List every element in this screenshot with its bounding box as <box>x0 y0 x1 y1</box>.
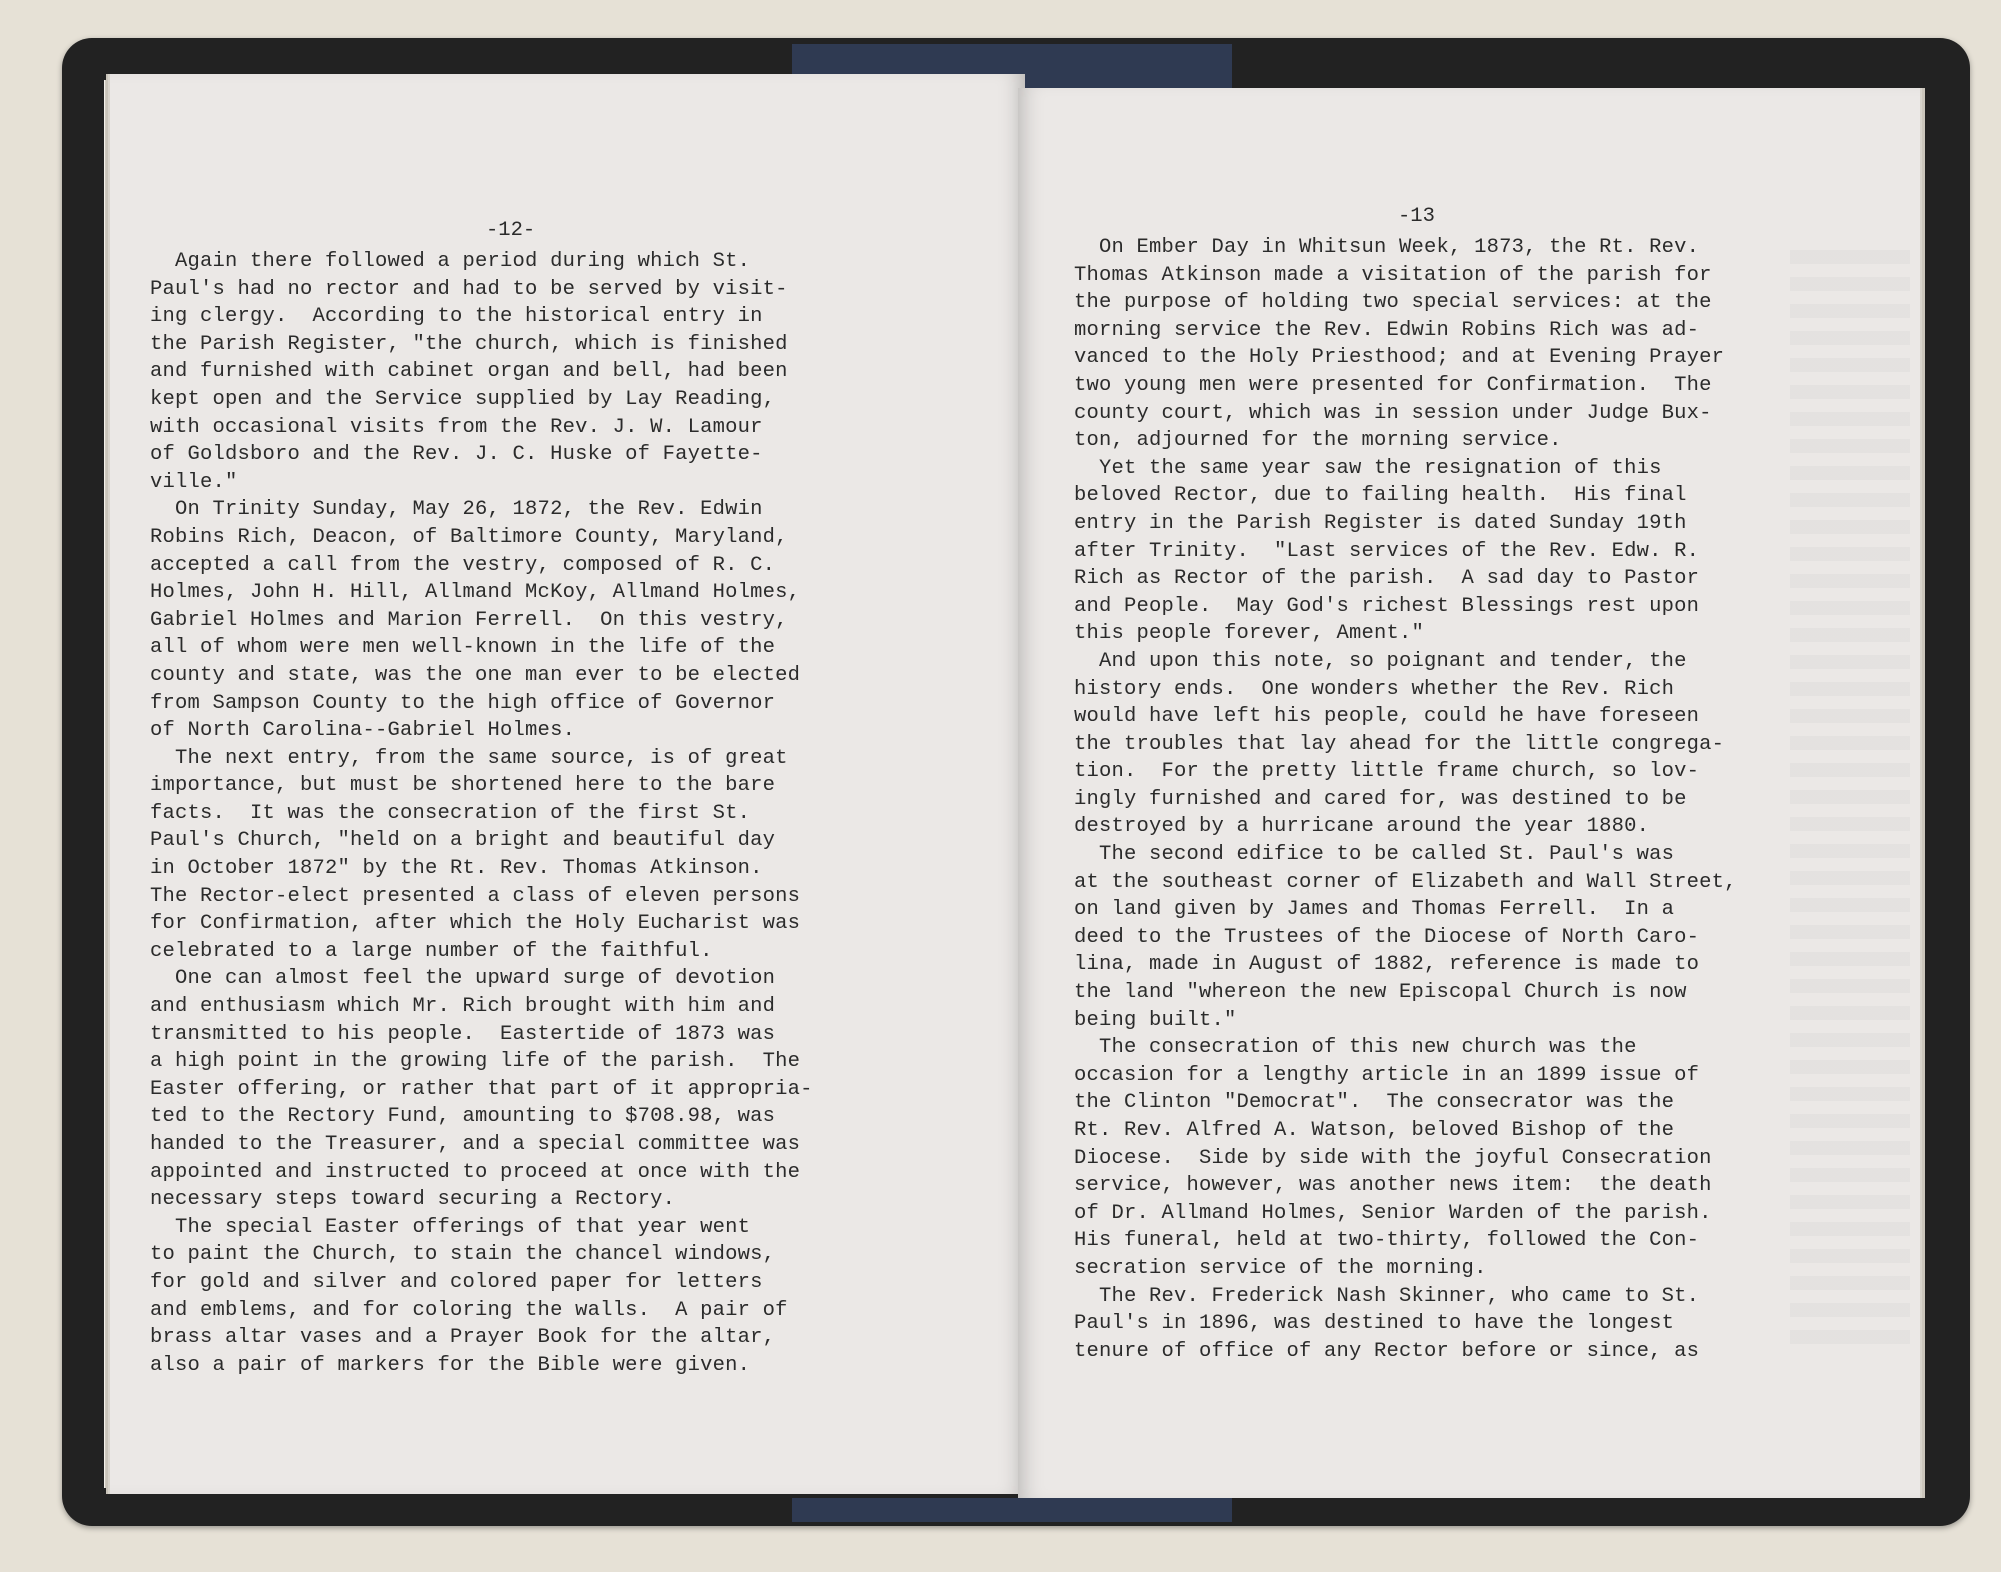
text-line: Paul's had no rector and had to be served by visit- <box>150 277 788 301</box>
text-line: deed to the Trustees of the Diocese of North Caro- <box>1074 925 1700 949</box>
text-line: being built." <box>1074 1008 1237 1032</box>
text-line: also a pair of markers for the Bible were given. <box>150 1353 751 1377</box>
text-line: On Trinity Sunday, May 26, 1872, the Rev. Edwin <box>150 498 763 522</box>
text-line: His funeral, held at two-thirty, followed the Con- <box>1074 1229 1700 1253</box>
text-line: at the southeast corner of Elizabeth and Wall Street, <box>1074 870 1737 894</box>
text-line: this people forever, Ament." <box>1074 622 1425 646</box>
text-line: And upon this note, so poignant and tender, the <box>1074 649 1687 673</box>
text-line: to paint the Church, to stain the chancel windows, <box>150 1243 776 1267</box>
text-line: morning service the Rev. Edwin Robins Rich was ad- <box>1074 318 1700 342</box>
text-line: ingly furnished and cared for, was destined to be <box>1074 787 1687 811</box>
text-line: entry in the Parish Register is dated Sunday 19th <box>1074 511 1687 535</box>
text-line: celebrated to a large number of the faithful. <box>150 939 713 963</box>
text-line: a high point in the growing life of the parish. The <box>150 1050 801 1074</box>
text-line: The next entry, from the same source, is of great <box>150 746 788 770</box>
text-line: ville." <box>150 470 238 494</box>
text-line: The consecration of this new church was the <box>1074 1036 1637 1060</box>
text-line: Holmes, John H. Hill, Allmand McKoy, Allmand Holmes, <box>150 581 801 605</box>
text-line: One can almost feel the upward surge of devotion <box>150 967 776 991</box>
text-line: with occasional visits from the Rev. J. W. Lamour <box>150 415 763 439</box>
text-line: county and state, was the one man ever to be elected <box>150 663 801 687</box>
text-line: two young men were presented for Confirmation. The <box>1074 373 1712 397</box>
text-line: of Goldsboro and the Rev. J. C. Huske of Fayette- <box>150 443 763 467</box>
text-line: tenure of office of any Rector before or since, as <box>1074 1339 1700 1363</box>
left-page-number: -12- <box>486 219 536 242</box>
text-line: and emblems, and for coloring the walls. A pair of <box>150 1298 788 1322</box>
text-line: facts. It was the consecration of the first St. <box>150 801 751 825</box>
text-line: of Dr. Allmand Holmes, Senior Warden of the parish. <box>1074 1201 1712 1225</box>
text-line: destroyed by a hurricane around the year 1880. <box>1074 815 1650 839</box>
text-line: Rich as Rector of the parish. A sad day to Pastor <box>1074 567 1700 591</box>
text-line: Again there followed a period during which St. <box>150 250 751 273</box>
text-line: for Confirmation, after which the Holy Eucharist was <box>150 912 801 936</box>
left-page-body <box>150 248 813 1379</box>
text-line: Thomas Atkinson made a visitation of the parish for <box>1074 263 1712 287</box>
text-line: the Clinton "Democrat". The consecrator was the <box>1074 1091 1675 1115</box>
text-line: would have left his people, could he have foreseen <box>1074 705 1700 729</box>
text-line: all of whom were men well-known in the life of the <box>150 636 776 660</box>
text-line: brass altar vases and a Prayer Book for the altar, <box>150 1326 776 1350</box>
text-line: of North Carolina--Gabriel Holmes. <box>150 719 576 743</box>
spine-binding-bottom <box>792 1498 1232 1522</box>
text-line: county court, which was in session under Judge Bux- <box>1074 401 1712 425</box>
text-line: secration service of the morning. <box>1074 1256 1487 1280</box>
text-line: and enthusiasm which Mr. Rich brought with him and <box>150 995 776 1019</box>
text-line: Yet the same year saw the resignation of this <box>1074 456 1662 480</box>
text-line: and People. May God's richest Blessings rest upon <box>1074 594 1700 618</box>
text-line: Paul's in 1896, was destined to have the longest <box>1074 1312 1675 1336</box>
text-line: in October 1872" by the Rt. Rev. Thomas Atkinson. <box>150 857 763 881</box>
text-line: kept open and the Service supplied by Lay Reading, <box>150 387 776 411</box>
text-line: from Sampson County to the high office of Governor <box>150 691 776 715</box>
text-line: On Ember Day in Whitsun Week, 1873, the Rt. Rev. <box>1074 236 1700 259</box>
text-line: importance, but must be shortened here to the bare <box>150 774 776 798</box>
text-line: beloved Rector, due to failing health. His final <box>1074 484 1687 508</box>
text-line: history ends. One wonders whether the Rev. Rich <box>1074 677 1675 701</box>
bleed-through-text <box>1790 250 1910 1350</box>
text-line: the Parish Register, "the church, which is finished <box>150 332 788 356</box>
text-line: transmitted to his people. Eastertide of 1873 was <box>150 1022 776 1046</box>
text-line: service, however, was another news item: the death <box>1074 1174 1712 1198</box>
text-line: The Rev. Frederick Nash Skinner, who came to St. <box>1074 1284 1700 1308</box>
text-line: Rt. Rev. Alfred A. Watson, beloved Bishop of the <box>1074 1119 1675 1142</box>
text-line: occasion for a lengthy article in an 1899 issue of <box>1074 1063 1700 1087</box>
right-page-number: -13 <box>1398 205 1435 228</box>
text-line: The special Easter offerings of that year went <box>150 1215 751 1239</box>
text-line: and furnished with cabinet organ and bell, had been <box>150 360 788 384</box>
text-line: Easter offering, or rather that part of it appropria- <box>150 1077 813 1101</box>
text-line: after Trinity. "Last services of the Rev. Edw. R. <box>1074 539 1700 563</box>
right-page-body <box>1074 234 1737 1365</box>
text-line: the troubles that lay ahead for the little congrega- <box>1074 732 1725 756</box>
text-line: the purpose of holding two special services: at the <box>1074 291 1712 315</box>
text-line: Paul's Church, "held on a bright and beautiful day <box>150 829 776 853</box>
text-line: necessary steps toward securing a Rectory. <box>150 1188 676 1212</box>
text-line: accepted a call from the vestry, composed of R. C. <box>150 553 776 577</box>
text-line: The Rector-elect presented a class of eleven persons <box>150 884 801 908</box>
text-line: ing clergy. According to the historical entry in <box>150 305 763 329</box>
text-line: appointed and instructed to proceed at once with the <box>150 1160 801 1184</box>
text-line: handed to the Treasurer, and a special committee was <box>150 1133 801 1156</box>
text-line: vanced to the Holy Priesthood; and at Evening Prayer <box>1074 346 1725 370</box>
text-line: the land "whereon the new Episcopal Church is now <box>1074 981 1687 1005</box>
text-line: Robins Rich, Deacon, of Baltimore County, Maryland, <box>150 525 788 549</box>
text-line: tion. For the pretty little frame church, so lov- <box>1074 760 1700 784</box>
text-line: ton, adjourned for the morning service. <box>1074 429 1562 453</box>
text-line: ted to the Rectory Fund, amounting to $708.98, was <box>150 1105 776 1129</box>
text-line: Gabriel Holmes and Marion Ferrell. On this vestry, <box>150 608 788 632</box>
text-line: lina, made in August of 1882, reference is made to <box>1074 953 1700 977</box>
text-line: Diocese. Side by side with the joyful Consecration <box>1074 1146 1712 1170</box>
text-line: The second edifice to be called St. Paul's was <box>1074 843 1675 867</box>
text-line: on land given by James and Thomas Ferrell. In a <box>1074 898 1675 922</box>
text-line: for gold and silver and colored paper for letters <box>150 1270 763 1294</box>
